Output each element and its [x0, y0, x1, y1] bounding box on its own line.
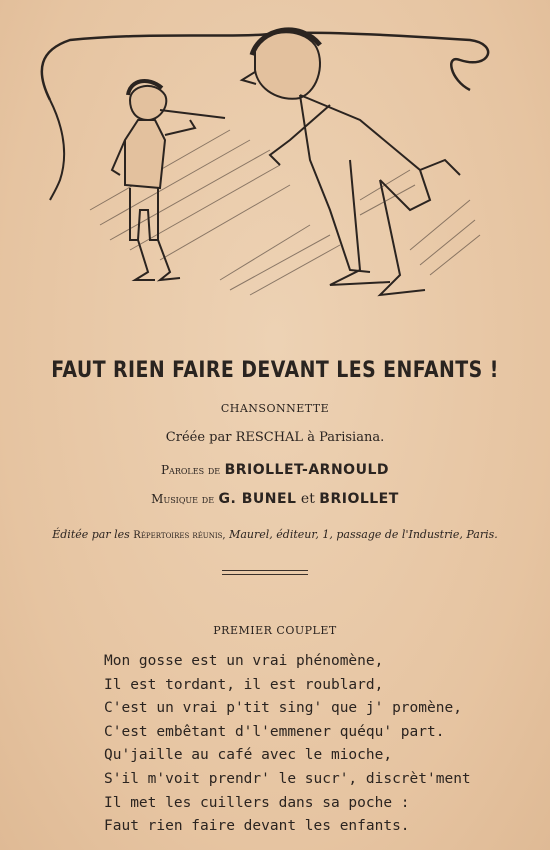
lyrics-credit: [0, 462, 550, 478]
song-title: FAUT RIEN FAIRE DEVANT LES ENFANTS !: [51, 358, 499, 383]
edition-line: [0, 528, 550, 541]
couplet-heading: PREMIER COUPLET: [213, 624, 337, 637]
composer-name-2: BRIOLLET: [319, 491, 399, 507]
music-credit-prefix: Musique de: [151, 492, 215, 506]
verse-line: C'est un vrai p'tit sing' que j' promène,: [104, 700, 462, 717]
verse-line: Faut rien faire devant les enfants.: [104, 818, 410, 835]
subtitle: CHANSONNETTE: [220, 402, 330, 415]
composer-name-1: G. BUNEL: [218, 491, 297, 507]
lyrics-credit-prefix: Paroles de: [160, 463, 221, 477]
illustration-man-and-boy: [30, 10, 500, 310]
verse-line: Qu'jaille au café avec le mioche,: [104, 747, 393, 764]
verse-line: Il met les cuillers dans sa poche :: [104, 794, 410, 811]
edition-prefix: Éditée par les: [52, 528, 130, 541]
verse-line: C'est embêtant d'l'emmener quéqu' part.: [104, 723, 445, 740]
lyricist-name: BRIOLLET-ARNOULD: [224, 462, 389, 478]
verse-list: [104, 650, 471, 839]
edition-details: Maurel, éditeur, 1, passage de l'Industrie, Paris.: [229, 528, 498, 541]
verse-line: Mon gosse est un vrai phénomène,: [104, 653, 384, 669]
ornamental-divider: [222, 570, 308, 575]
composer-connector: et: [300, 491, 315, 507]
music-credit: [0, 491, 550, 507]
verse-line: S'il m'voit prendr' le sucr', discrèt'ment: [104, 770, 471, 787]
edition-publisher: Répertoires réunis,: [133, 530, 226, 541]
verse-line: Il est tordant, il est roublard,: [104, 676, 384, 693]
created-by-line: Créée par RESCHAL à Parisiana.: [165, 430, 385, 445]
